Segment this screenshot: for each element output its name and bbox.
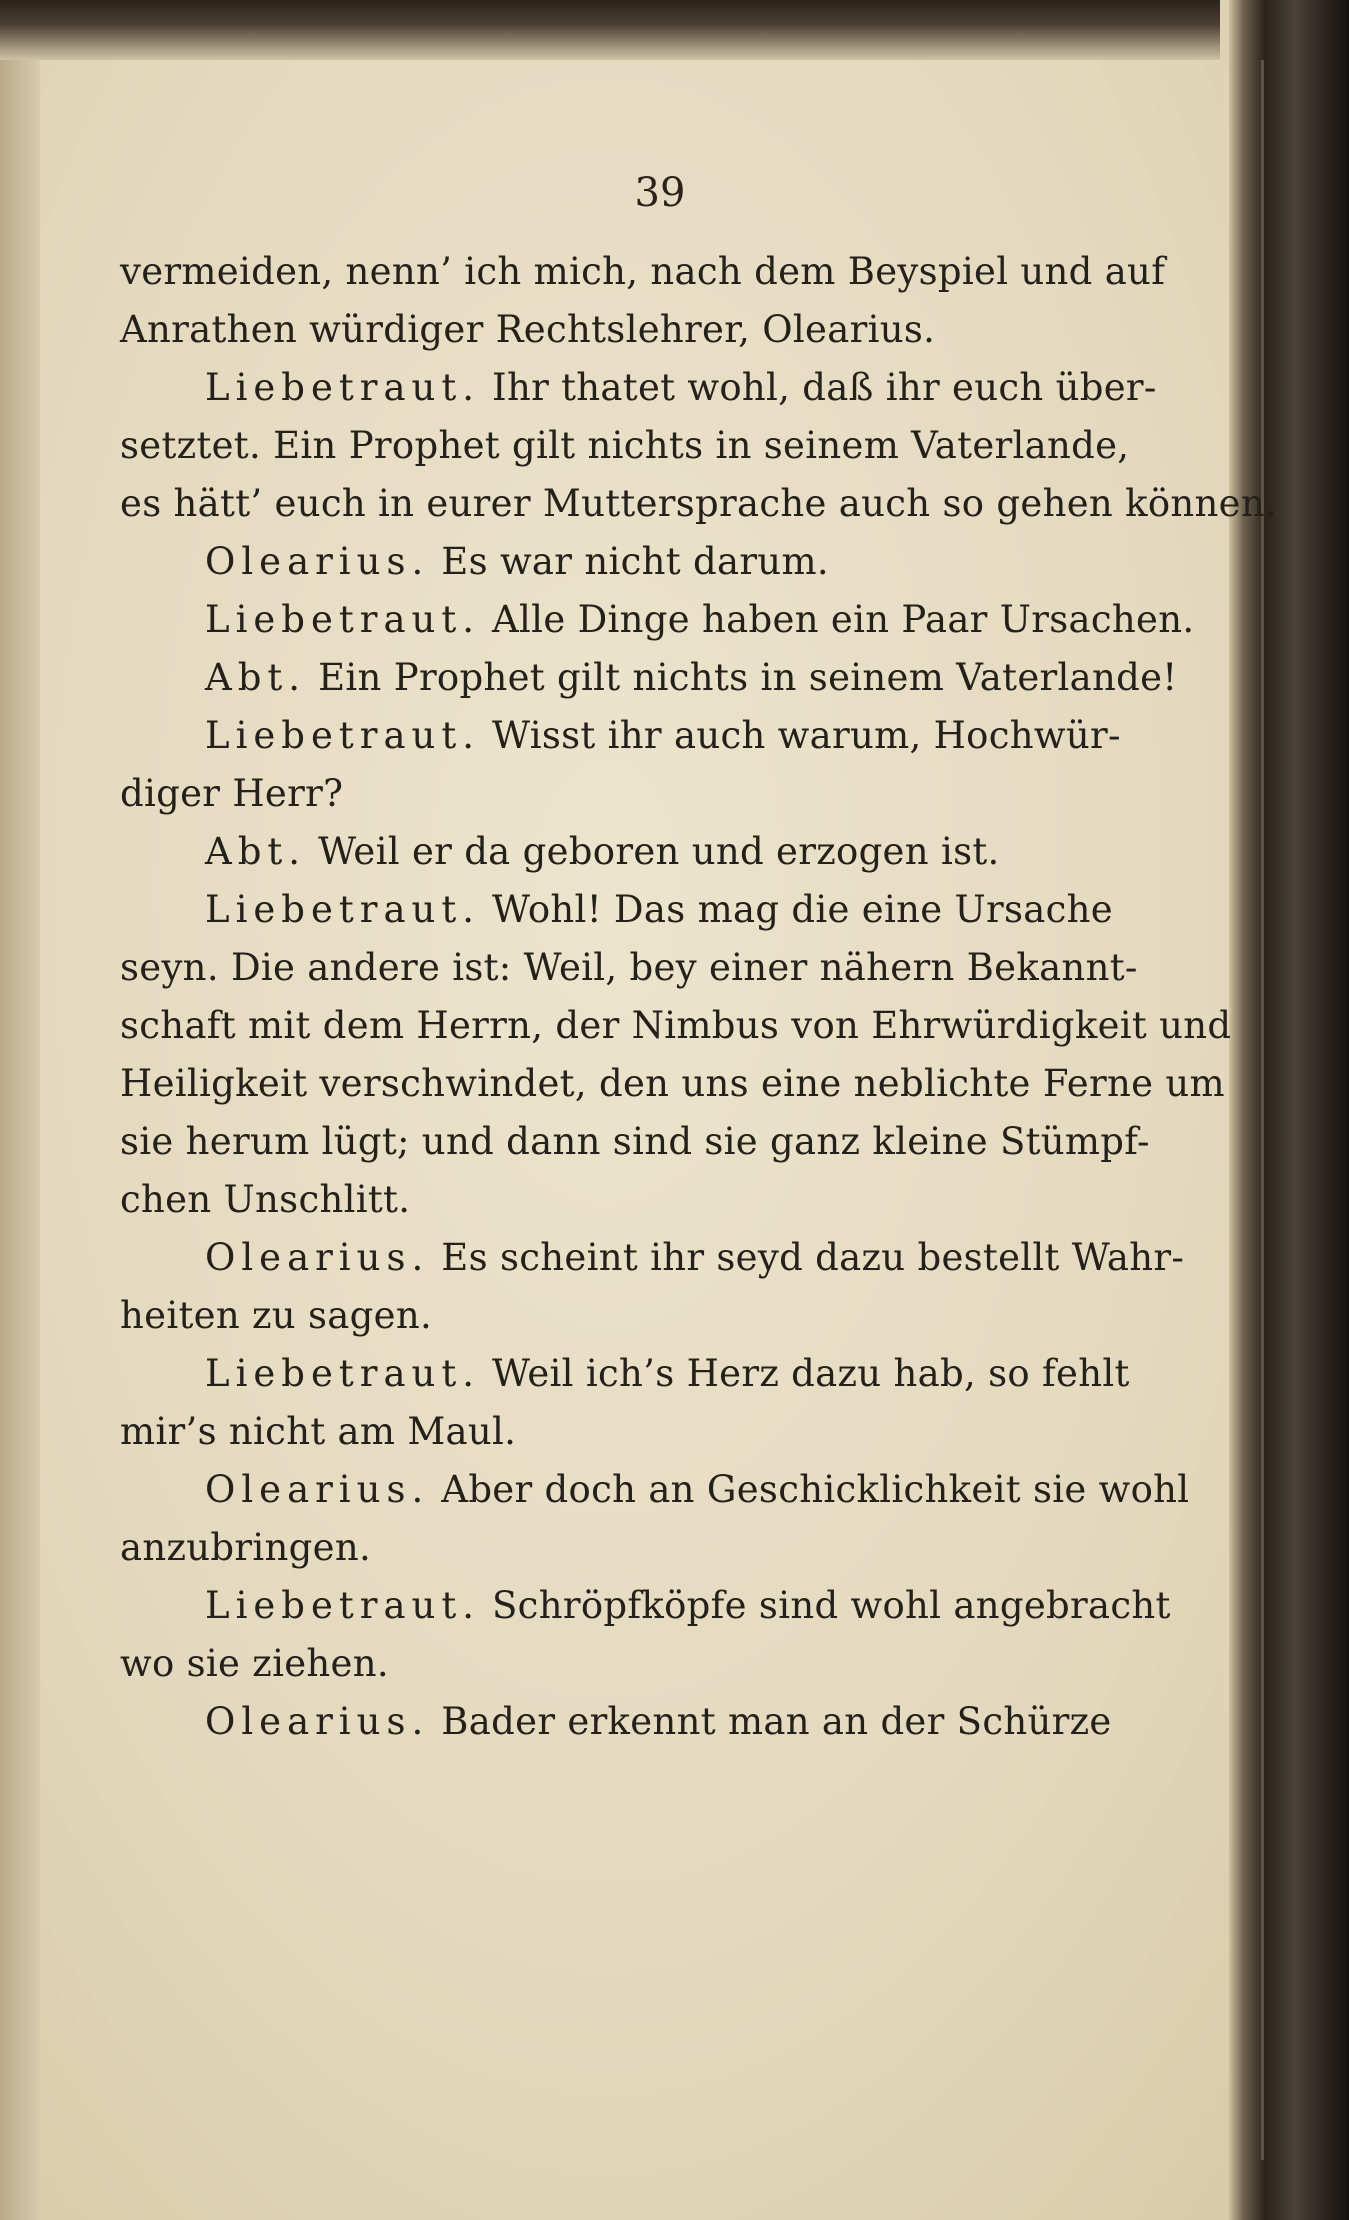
line-text: Weil ich’s Herz dazu hab, so fehlt — [492, 1352, 1130, 1395]
speaker-name: Liebetraut. — [205, 366, 480, 409]
text-line — [120, 1410, 516, 1453]
text-line — [120, 1294, 432, 1337]
text-line — [120, 482, 1277, 525]
line-text: Wohl! Das mag die eine Ursache — [492, 888, 1113, 931]
page-number: 39 — [634, 170, 686, 216]
line-text: Ihr thatet wohl, daß ihr euch über- — [492, 366, 1157, 409]
text-line — [205, 1352, 1130, 1395]
line-text: Es war nicht darum. — [441, 540, 829, 583]
text-line — [120, 1120, 1150, 1163]
page-left-edge — [0, 0, 40, 2220]
text-line — [120, 946, 1138, 989]
line-text: sie herum lügt; und dann sind sie ganz kleine Stümpf- — [120, 1120, 1150, 1163]
text-line — [205, 830, 1000, 873]
line-text: Anrathen würdiger Rechtslehrer, Olearius. — [120, 308, 936, 351]
line-text: Weil er da geboren und erzogen ist. — [318, 830, 1000, 873]
line-text: diger Herr? — [120, 772, 344, 815]
speaker-name: Olearius. — [205, 540, 430, 583]
line-text: schaft mit dem Herrn, der Nimbus von Ehrwürdigkeit und — [120, 1004, 1232, 1047]
text-line — [120, 772, 343, 815]
text-line — [120, 308, 935, 351]
text-line — [205, 1584, 1171, 1627]
line-text: es hätt’ euch in eurer Muttersprache auch so gehen können. — [120, 482, 1278, 525]
text-line — [205, 888, 1113, 931]
text-line — [205, 366, 1157, 409]
line-text: Es scheint ihr seyd dazu bestellt Wahr- — [441, 1236, 1185, 1279]
text-line — [120, 1004, 1231, 1047]
text-line — [205, 540, 829, 583]
text-line — [205, 598, 1194, 641]
speaker-name: Liebetraut. — [205, 598, 480, 641]
line-text: mir’s nicht am Maul. — [120, 1410, 517, 1453]
book-top-edge — [0, 0, 1220, 60]
text-line — [205, 656, 1177, 699]
line-text: Heiligkeit verschwindet, den uns eine neblichte Ferne um — [120, 1062, 1225, 1105]
speaker-name: Olearius. — [205, 1468, 430, 1511]
line-text: wo sie ziehen. — [120, 1642, 389, 1685]
text-line — [120, 250, 1165, 293]
speaker-name: Abt. — [205, 656, 307, 699]
text-line — [205, 1700, 1112, 1743]
speaker-name: Abt. — [205, 830, 307, 873]
speaker-name: Liebetraut. — [205, 1584, 480, 1627]
binding-line — [1261, 60, 1264, 2160]
line-text: setztet. Ein Prophet gilt nichts in seinem Vaterlande, — [120, 424, 1130, 467]
line-text: Schröpfköpfe sind wohl angebracht — [492, 1584, 1171, 1627]
text-line — [120, 1178, 410, 1221]
line-text: Aber doch an Geschicklichkeit sie wohl — [441, 1468, 1190, 1511]
text-line — [205, 714, 1121, 757]
speaker-name: Liebetraut. — [205, 714, 480, 757]
speaker-name: Liebetraut. — [205, 1352, 480, 1395]
page-body — [40, 60, 1278, 2160]
line-text: heiten zu sagen. — [120, 1294, 433, 1337]
speaker-name: Olearius. — [205, 1700, 430, 1743]
text-line — [120, 424, 1129, 467]
line-text: vermeiden, nenn’ ich mich, nach dem Beyspiel und auf — [120, 250, 1166, 293]
book-binding — [1229, 0, 1349, 2220]
speaker-name: Olearius. — [205, 1236, 430, 1279]
line-text: seyn. Die andere ist: Weil, bey einer nähern Bekannt- — [120, 946, 1138, 989]
line-text: chen Unschlitt. — [120, 1178, 411, 1221]
line-text: anzubringen. — [120, 1526, 372, 1569]
line-text: Alle Dinge haben ein Paar Ursachen. — [492, 598, 1195, 641]
line-text: Wisst ihr auch warum, Hochwür- — [492, 714, 1121, 757]
text-line — [205, 1468, 1189, 1511]
line-text: Bader erkennt man an der Schürze — [441, 1700, 1112, 1743]
text-line — [120, 1642, 389, 1685]
speaker-name: Liebetraut. — [205, 888, 480, 931]
text-line — [120, 1526, 371, 1569]
line-text: Ein Prophet gilt nichts in seinem Vaterlande! — [318, 656, 1178, 699]
text-line — [205, 1236, 1184, 1279]
text-line — [120, 1062, 1225, 1105]
